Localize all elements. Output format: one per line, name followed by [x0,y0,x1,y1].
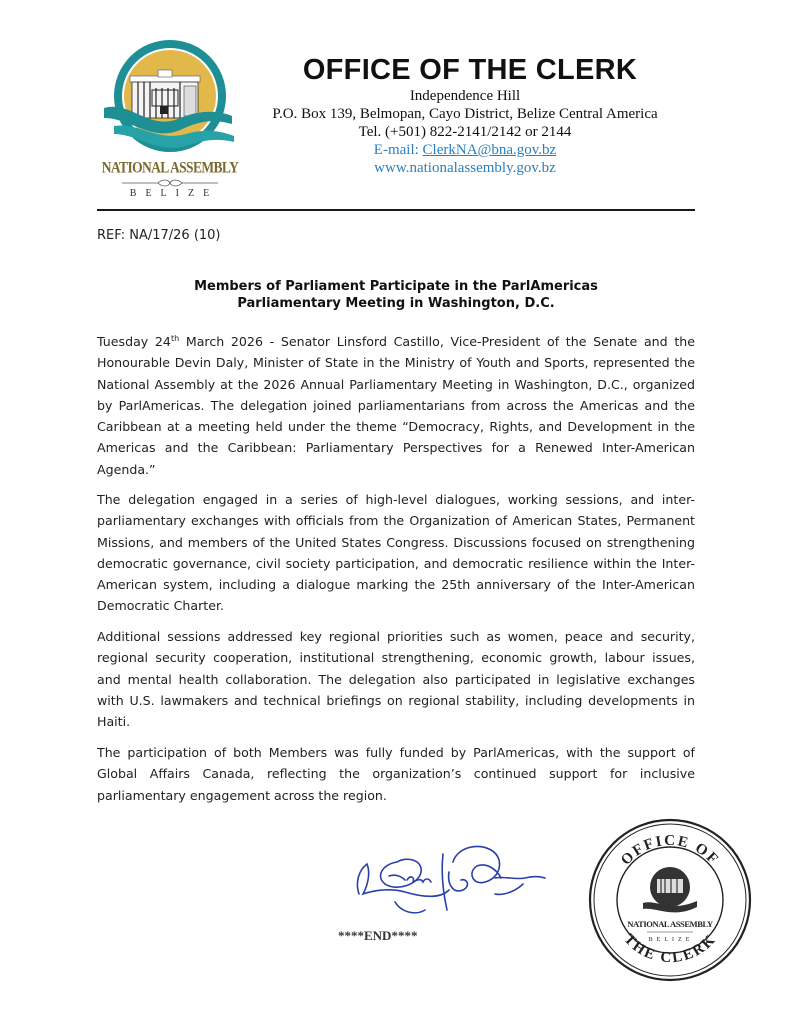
handwritten-signature-icon [345,832,565,927]
national-assembly-logo [100,38,240,208]
address-line-2: P.O. Box 139, Belmopan, Cayo District, Belize Central America [272,106,658,122]
office-title: OFFICE OF THE CLERK [302,54,638,86]
address-line-1: Independence Hill [409,88,521,104]
reference-number: REF: NA/17/26 (10) [97,228,221,243]
paragraph-1-text: March 2026 - Senator Linsford Castillo, Vice-President of the Senate and the Honourable Devin Daly, Minister of State in the Ministry of Youth and Sports, represented the National Assembly at the 2026 Annual Parliamentary Meeting in Washington, D.C., organized by ParlAmericas. The delegation joined parliamentarians from across the Americas and the Caribbean at a meeting held under the theme “Democracy, Rights, and Development in the Americas and the Caribbean: Parliamentary Perspectives for a Renewed Inter-American Agenda.” [97,334,695,477]
svg-text:OFFICE OF [618,833,722,869]
phone-line: Tel. (+501) 822-2141/2142 or 2144 [358,124,572,140]
body-paragraph-4: The participation of both Members was fully funded by ParlAmericas, with the support of Global Affairs Canada, reflecting the organization’s continued support for inclusive parliamentary engagement across the region. [97,745,695,803]
email-label: E-mail: [373,142,423,158]
email-link[interactable]: ClerkNA@bna.gov.bz [422,142,557,158]
email-line [255,142,675,159]
body-paragraph-3: Additional sessions addressed key regional priorities such as women, peace and security, regional security cooperation, institutional strengthening, economic growth, labour issues, and mental health collaboration. The delegation also participated in legislative exchanges with U.S. lawmakers and technical briefings on regional stability, including developments in Haiti. [97,629,695,730]
date-ordinal: th [170,333,180,343]
headline-line-2: Parliamentary Meeting in Washington, D.C. [237,296,555,311]
logo-name-text: NATIONAL ASSEMBLY [101,158,239,177]
body-paragraph-2: The delegation engaged in a series of high-level dialogues, working sessions, and inter-parliamentary exchanges with officials from the Organization of American States, Permanent Missions, and members of the United States Congress. Discussions focused on strengthening democratic governance, civil society participation, and democratic resilience within the Inter-American system, including a dialogue marking the 25th anniversary of the Inter-American Democratic Charter. [97,492,695,614]
parliament-building-emblem-icon [100,38,240,163]
office-of-the-clerk-seal-icon [585,815,755,985]
seal-inner-country: BELIZE [648,937,694,943]
date-text: Tuesday 24 [97,334,171,349]
seal-inner-name: NATIONAL ASSEMBLY [627,919,713,929]
press-release-headline [97,278,695,312]
headline-line-1: Members of Parliament Participate in the ParlAmericas [194,279,598,294]
body-paragraph-1 [97,331,695,480]
logo-country-text: BELIZE [129,188,219,199]
flourish-divider-icon [122,179,218,187]
website-link[interactable]: www.nationalassembly.gov.bz [374,160,556,176]
seal-bottom-text: THE CLERK [620,931,720,967]
end-marker: ****END**** [338,928,418,943]
seal-top-text: OFFICE OF [618,832,723,869]
letterhead-divider [97,209,695,211]
